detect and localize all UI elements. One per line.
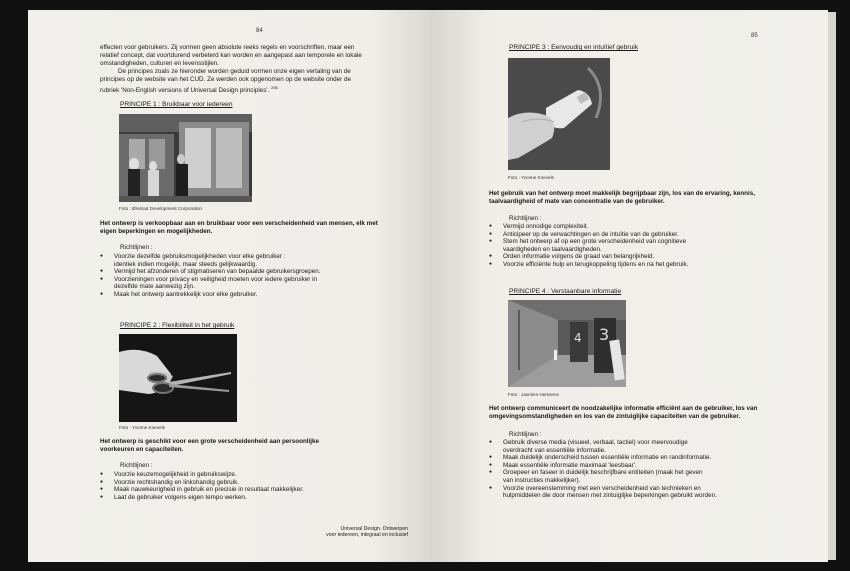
principle-4-caption: Foto : Jasmien Herssens — [508, 392, 559, 397]
principle-3-heading: PRINCIPE 3 : Eenvoudig en intuïtief gebruik — [509, 44, 639, 51]
text-line: Het ontwerp is geschikt voor een grote verscheidenheid aan persoonlijke — [100, 438, 320, 445]
list-item: ● Voorzie dezelfde gebruiksmogelijkheden voor elke gebruiker : identiek indien mogelijk, maar steeds gelijkwaardig. — [100, 253, 420, 268]
svg-text:3: 3 — [599, 325, 610, 344]
text-line: Het ontwerp is verkoopbaar aan en bruikbaar voor een verscheidenheid van mensen, elk met — [100, 220, 378, 227]
page-number-left: 84 — [256, 28, 263, 34]
footer-line: Universal Design. Ontwerpen — [340, 526, 408, 532]
text-line: rubriek 'Non-English versions of Universal Design principles'. $^{296}$ — [100, 85, 278, 95]
text-line: Het gebruik van het ontwerp moet makkelijk begrijpbaar zijn, los van de ervaring, kennis, — [489, 190, 755, 197]
principle-1-guidelines-label: Richtlijnen : — [120, 244, 153, 251]
principle-4-heading: PRINCIPE 4 : Verstaanbare informatie — [509, 288, 622, 295]
list-item: ● Laat de gebruiker volgens eigen tempo werken. — [100, 494, 420, 502]
svg-text:4: 4 — [574, 331, 582, 345]
intro-paragraph — [100, 44, 410, 96]
book-edge-right — [828, 12, 836, 560]
principle-3-photo-dispenser — [508, 58, 610, 170]
list-item: ● Voorzieningen voor privacy en veiligheid moeten voor iedere gebruiker in dezelfde mate aanwezig zijn. — [100, 276, 420, 291]
principle-2-caption: Foto : Yvonne Knevels — [119, 425, 165, 430]
list-item: ● Anticipeer op de verwachtingen en de intuïtie van de gebruiker. — [489, 231, 809, 239]
book-spread — [28, 10, 828, 562]
running-footer — [228, 526, 408, 539]
text-line: omstandigheden, culturen en levensstijlen. — [100, 60, 220, 68]
principle-2-guidelines-list — [100, 471, 420, 501]
principle-2-photo-scissors — [119, 334, 237, 422]
footer-line: voor iedereen, integraal en inclusief — [326, 532, 408, 539]
principle-2-statement — [100, 438, 420, 454]
text-line: eigen beperkingen en mogelijkheden. — [100, 228, 213, 236]
text-line: Het ontwerp communiceert de noodzakelijke informatie efficiënt aan de gebruiker, los van — [489, 405, 758, 412]
list-item: ● Maak duidelijk onderscheid tussen essentiële informatie en randinformatie. — [489, 454, 819, 462]
page-number-right: 85 — [751, 33, 758, 39]
list-item: ● Maak essentiële informatie maximaal 'leesbaar'. — [489, 462, 819, 470]
principle-4-guidelines-label: Richtlijnen : — [509, 431, 542, 438]
text-line: omgevingsomstandigheden en los van de zintuiglijke capaciteiten van de gebruiker. — [489, 413, 741, 421]
left-page — [28, 10, 431, 562]
text-line: voorkeuren en capaciteiten. — [100, 446, 184, 454]
list-item: ● Orden informatie volgens de graad van belangrijkheid. — [489, 253, 809, 261]
text-line: effecten voor gebruikers. Zij vormen geen absolute reeks regels en voorschriften, maar een — [100, 44, 355, 51]
list-item: ● Maak nauwkeurigheid in gebruik en precisie in resultaat makkelijker. — [100, 486, 420, 494]
right-page — [431, 10, 828, 562]
list-item: ● Maak het ontwerp aantrekkelijk voor elke gebruiker. — [100, 291, 420, 299]
principle-3-guidelines-label: Richtlijnen : — [509, 215, 542, 222]
principle-1-guidelines-list — [100, 253, 420, 299]
list-item: ● Voorzie keuzemogelijkheid in gebruikswijze. — [100, 471, 420, 479]
list-item: ● Vermijd onnodige complexiteit. — [489, 223, 809, 231]
principle-2-heading: PRINCIPE 2 : Flexibiliteit in het gebruik — [120, 322, 235, 329]
text-line: principes op de website van het CUD. Ze werden ook opgenomen op de website onder de — [100, 76, 351, 84]
footnote-ref: 296 — [271, 85, 278, 91]
principle-1-heading: PRINCIPE 1 : Bruikbaar voor iedereen — [120, 101, 233, 108]
list-item: ● Gebruik diverse media (visueel, verbaal, tactiel) voor meervoudige overdracht van essentiële informatie. — [489, 439, 819, 454]
text-line: De principes zoals ze hieronder worden geduid vormen onze eigen vertaling van de — [118, 68, 351, 76]
principle-1-caption: Foto : Ørestad Development Corporation — [119, 206, 202, 211]
principle-3-guidelines-list — [489, 223, 809, 269]
principle-4-guidelines-list — [489, 439, 819, 500]
list-item: ● Voorzie rechtshandig en linkshandig gebruik. — [100, 479, 420, 487]
list-item: ● Voorzie efficiënte hulp en terugkoppeling tijdens en na het gebruik. — [489, 261, 809, 269]
principle-4-statement — [489, 405, 819, 421]
principle-1-photo-metro — [119, 114, 252, 202]
list-item: ● Stem het ontwerp af op een grote verscheidenheid van cognitieve vaardigheden en taalvaardigheden. — [489, 238, 809, 253]
principle-1-statement — [100, 220, 420, 236]
principle-3-caption: Foto : Yvonne Knevels — [508, 175, 554, 180]
list-item: ● Vermijd het afzonderen of stigmatiseren van bepaalde gebruikersgroepen. — [100, 268, 420, 276]
list-item: ● Voorzie overeenstemming met een verscheidenheid van technieken en hulpmiddelen die door mensen met zintuiglijke beperkingen gebruikt worden. — [489, 485, 819, 500]
principle-2-guidelines-label: Richtlijnen : — [120, 462, 153, 469]
text-line: taalvaardigheid of mate van concentratie van de gebruiker. — [489, 198, 665, 206]
list-item: ● Groepeer en faseer in duidelijk beschrijfbare entiteiten (maak het geven van instructies makkelijker). — [489, 469, 819, 484]
principle-3-statement — [489, 190, 809, 206]
text-line: relatief concept, dat voortdurend verbeterd kan worden en aangepast aan temporele en lokale — [100, 52, 362, 60]
principle-4-photo-corridor — [508, 300, 626, 387]
